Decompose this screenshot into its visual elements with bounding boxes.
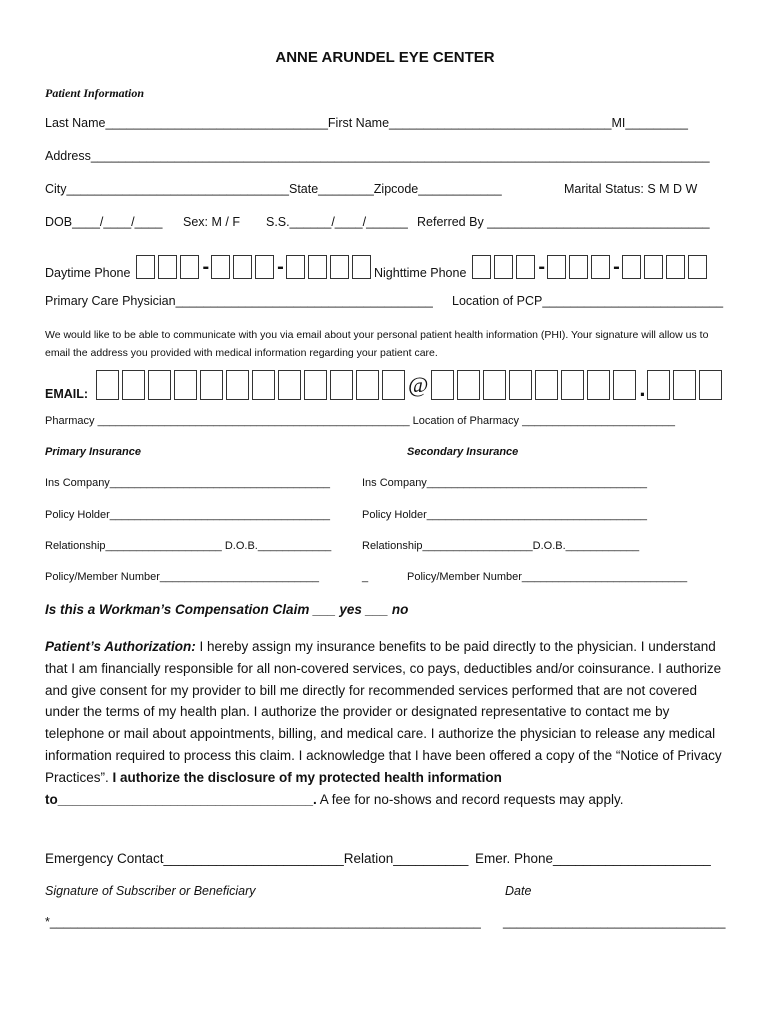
phone-digit-box[interactable] [211,255,230,279]
email-char-box[interactable] [457,370,480,400]
email-dot: . [639,376,646,401]
phone-dash: - [613,256,620,278]
phone-digit-box[interactable] [494,255,513,279]
referred-by-field[interactable]: Referred By ________________________________ [417,215,710,229]
email-char-box[interactable] [431,370,454,400]
phone-digit-box[interactable] [255,255,274,279]
email-char-box[interactable] [96,370,119,400]
secondary-policy-holder-field[interactable]: Policy Holder____________________________________ [362,509,648,521]
date-label: Date [505,884,532,898]
email-char-box[interactable] [382,370,405,400]
email-field[interactable] [45,368,725,402]
secondary-ins-company-field[interactable]: Ins Company____________________________________ [362,477,648,489]
phone-digit-box[interactable] [547,255,566,279]
phone-digit-box[interactable] [622,255,641,279]
secondary-relationship-dob-field[interactable]: Relationship__________________D.O.B.____________ [362,540,640,552]
phone-dash: - [202,256,210,278]
primary-ins-company-field[interactable]: Ins Company____________________________________ [45,477,331,489]
email-char-box[interactable] [252,370,275,400]
email-char-box[interactable] [174,370,197,400]
phone-digit-box[interactable] [330,255,349,279]
phone-digit-box[interactable] [516,255,535,279]
phone-digit-box[interactable] [286,255,305,279]
emergency-phone-field[interactable]: Emer. Phone_____________________ [475,851,711,866]
phone-digit-box[interactable] [591,255,610,279]
email-char-box[interactable] [587,370,610,400]
email-char-box[interactable] [699,370,722,400]
email-char-box[interactable] [226,370,249,400]
daytime-phone-field[interactable] [45,254,374,280]
marital-status-field[interactable]: Marital Status: S M D W [564,182,698,196]
emergency-contact-field[interactable]: Emergency Contact________________________Relation__________ [45,851,469,866]
pcp-location-field[interactable]: Location of PCP__________________________ [452,294,724,308]
phone-digit-box[interactable] [644,255,663,279]
phone-digit-box[interactable] [472,255,491,279]
email-char-box[interactable] [278,370,301,400]
email-at-sign: @ [408,372,429,397]
email-label: EMAIL: [45,387,89,401]
email-char-box[interactable] [330,370,353,400]
authorization-label: Patient’s Authorization: [45,639,196,654]
email-char-box[interactable] [673,370,696,400]
phone-digit-box[interactable] [136,255,155,279]
email-char-box[interactable] [122,370,145,400]
email-char-box[interactable] [535,370,558,400]
ssn-field[interactable]: S.S.______/____/______ [266,215,408,229]
email-char-box[interactable] [200,370,223,400]
primary-care-physician-field[interactable]: Primary Care Physician_____________________________________ [45,294,433,308]
phone-digit-box[interactable] [352,255,371,279]
city-state-zip-line[interactable]: City________________________________State________Zipcode____________ [45,182,502,196]
phone-digit-box[interactable] [158,255,177,279]
underscore-mark: _ [362,571,369,583]
phone-digit-box[interactable] [688,255,707,279]
nighttime-phone-field[interactable] [374,254,710,280]
nighttime-phone-label: Nighttime Phone [374,266,467,280]
email-char-box[interactable] [148,370,171,400]
phone-digit-box[interactable] [308,255,327,279]
primary-relationship-dob-field[interactable]: Relationship___________________ D.O.B.____________ [45,540,332,552]
email-char-box[interactable] [304,370,327,400]
signature-label: Signature of Subscriber or Beneficiary [45,884,256,898]
authorization-paragraph [45,636,725,810]
primary-insurance-heading: Primary Insurance [45,446,141,458]
email-char-box[interactable] [356,370,379,400]
email-notice: We would like to be able to communicate with you via email about your personal patient health information (PHI). Your signature will allow us to email the address you provided with medical information regarding your patient care. [45,329,709,359]
email-char-box[interactable] [509,370,532,400]
phone-dash: - [277,256,284,278]
workmans-comp-question[interactable]: Is this a Workman’s Compensation Claim ___ yes ___ no [45,602,409,617]
name-fields-line[interactable]: Last Name________________________________First Name________________________________MI_________ [45,116,688,130]
pharmacy-field[interactable]: Pharmacy ___________________________________________________ Location of Pharmacy _________________________ [45,415,676,427]
authorization-body: I hereby assign my insurance benefits to be paid directly to the physician. I understand that I am financially responsible for all non-covered services, co pays, deductibles and/or coinsurance. I authorize and give consent for my provider to bill me directly for recommended services performed that are not covered under the terms of my health plan. I authorize the provider or designated representative to contact me by telephone or mail about appointments, billing, and medical care. I authorize the physician to release any medical information required to process this claim. I acknowledge that I have been offered a copy of the “Notice of Privacy Practices”. [45,639,722,785]
secondary-policy-number-field[interactable]: Policy/Member Number___________________________ [407,571,688,583]
primary-policy-holder-field[interactable]: Policy Holder____________________________________ [45,509,331,521]
daytime-phone-label: Daytime Phone [45,266,131,280]
dob-field[interactable]: DOB____/____/____ [45,215,163,229]
email-char-box[interactable] [647,370,670,400]
email-char-box[interactable] [613,370,636,400]
sex-field[interactable]: Sex: M / F [183,215,240,229]
address-field-line[interactable]: Address_________________________________________________________________________________________ [45,149,710,163]
form-title: ANNE ARUNDEL EYE CENTER [275,49,495,66]
date-line[interactable]: ________________________________ [503,915,726,929]
email-char-box[interactable] [561,370,584,400]
authorization-disclosure[interactable]: I authorize the disclosure of my protected health information to__________________________________. [45,769,502,807]
primary-policy-number-field[interactable]: Policy/Member Number__________________________ [45,571,319,583]
phone-digit-box[interactable] [666,255,685,279]
phone-dash: - [538,256,546,278]
patient-information-heading: Patient Information [45,86,145,100]
signature-line[interactable]: *______________________________________________________________ [45,915,481,929]
secondary-insurance-heading: Secondary Insurance [407,446,519,458]
authorization-tail: A fee for no-shows and record requests may apply. [316,791,624,807]
phone-digit-box[interactable] [233,255,252,279]
phone-digit-box[interactable] [569,255,588,279]
email-char-box[interactable] [483,370,506,400]
phone-digit-box[interactable] [180,255,199,279]
